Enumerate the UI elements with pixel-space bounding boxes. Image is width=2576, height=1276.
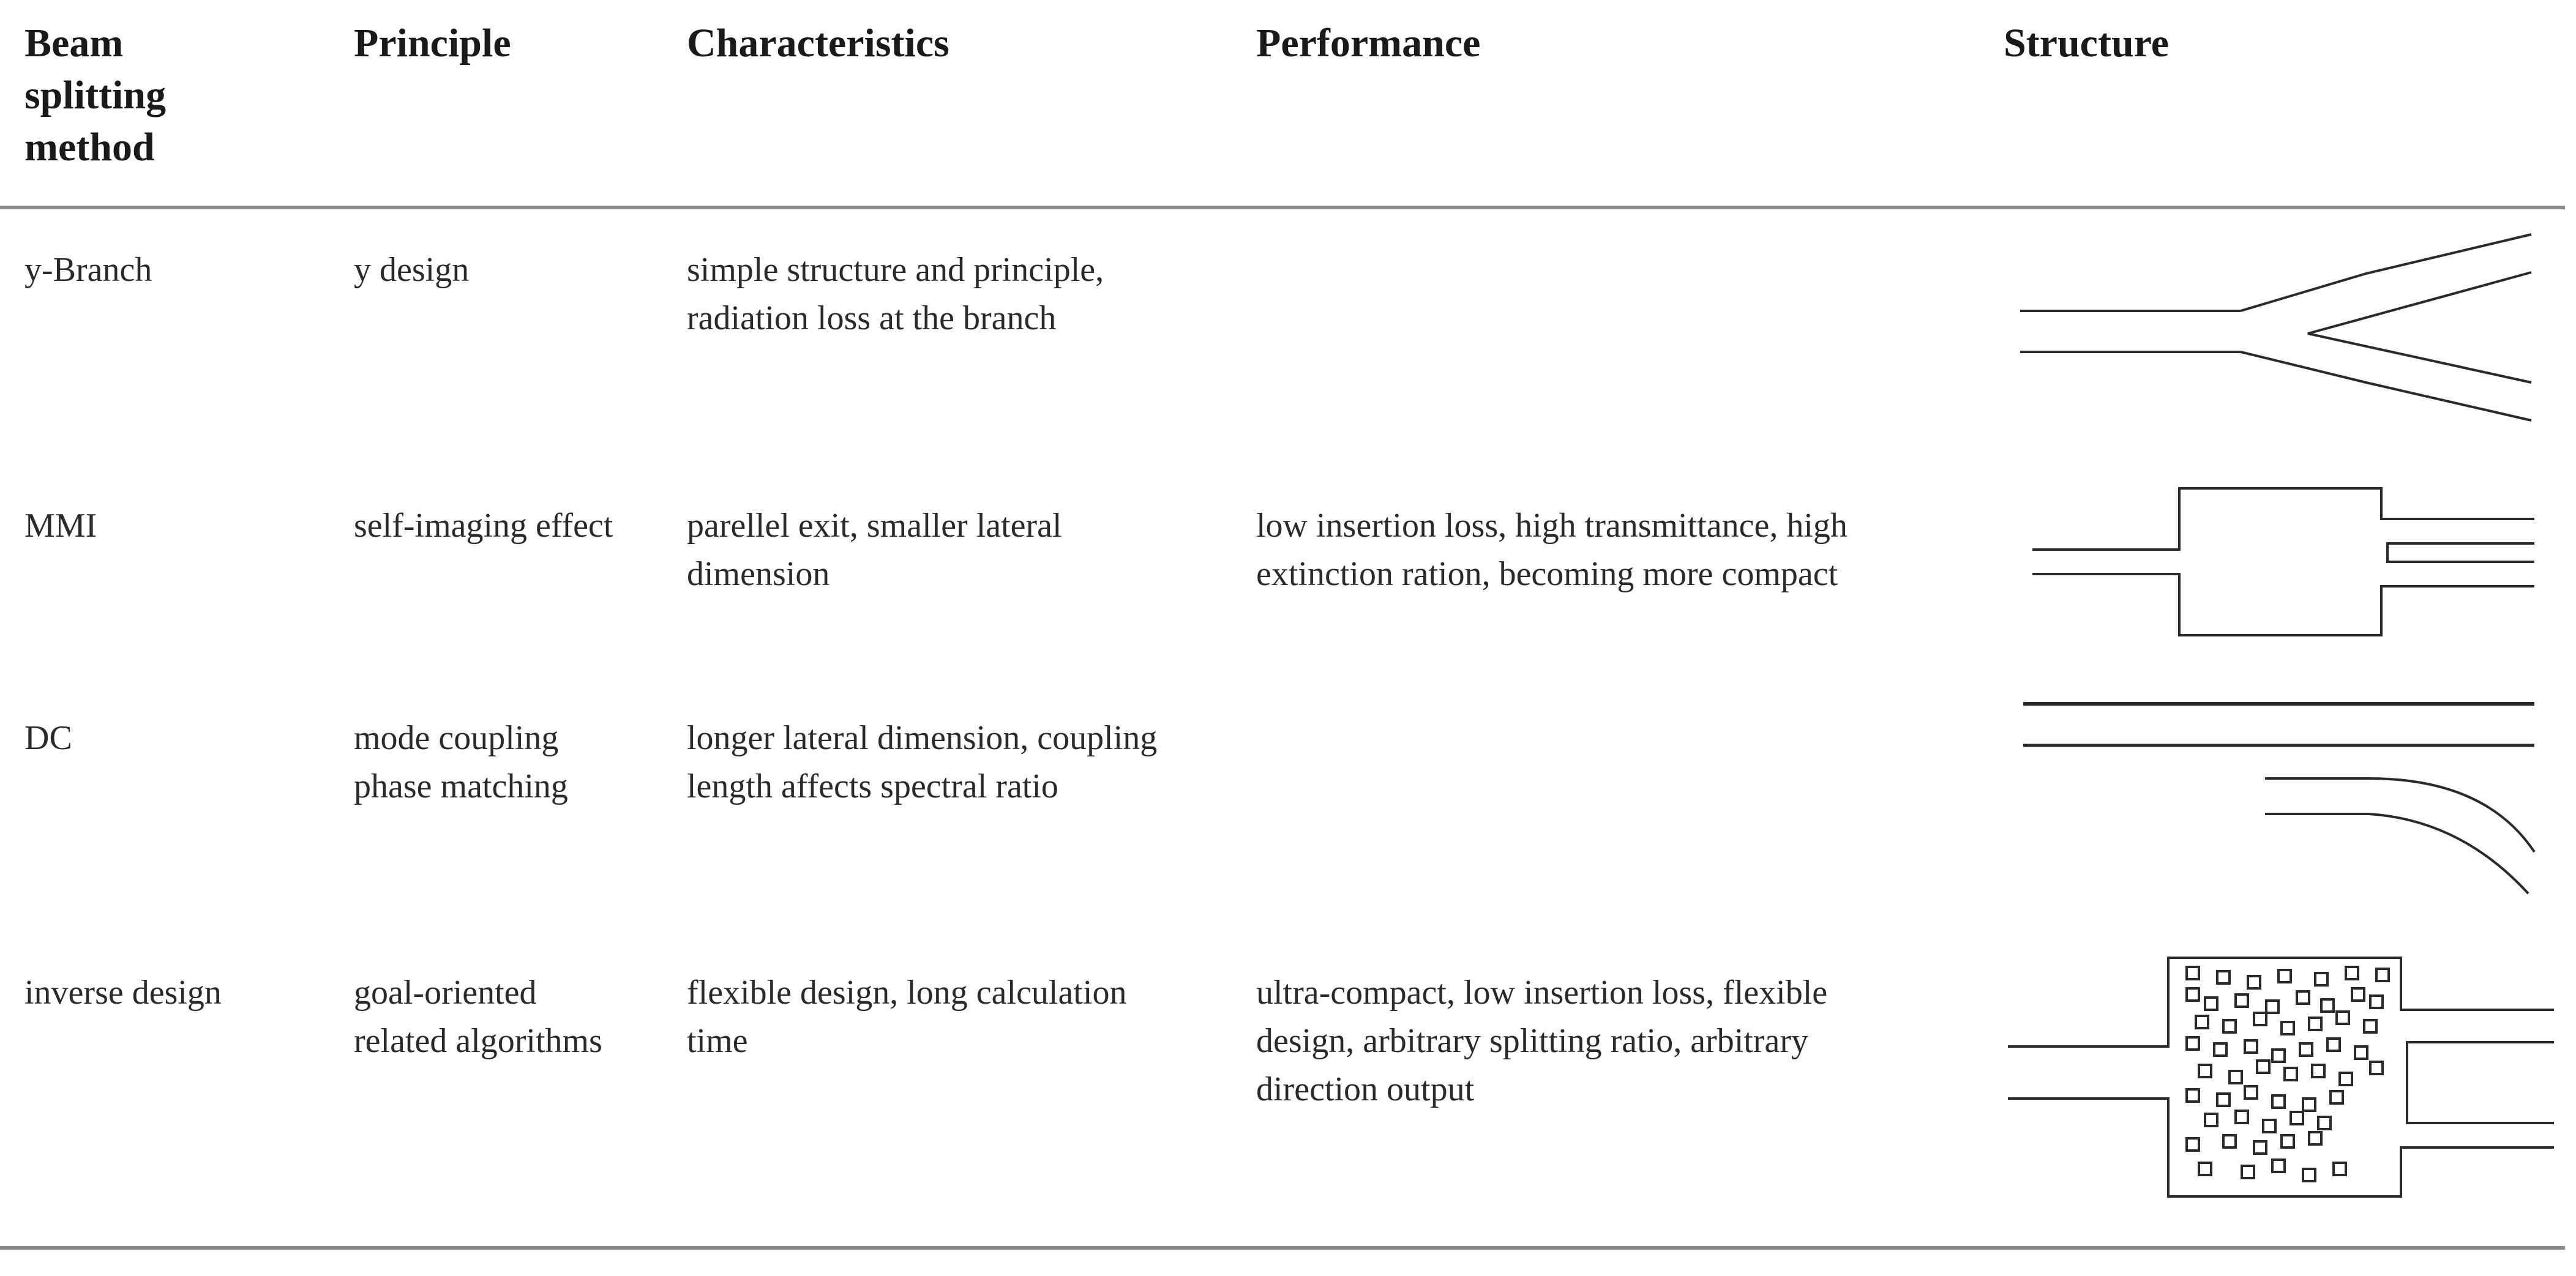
pixel-cell	[2303, 1169, 2315, 1181]
pixel-cell	[2263, 1120, 2275, 1132]
pixel-cell	[2300, 1043, 2312, 1056]
performance-line: ultra-compact, low insertion loss, flexible	[1256, 974, 1828, 1012]
pixel-cell	[2278, 970, 2291, 982]
pixel-cell	[2187, 1138, 2199, 1151]
pixel-cell	[2297, 991, 2309, 1004]
pixel-cell	[2245, 1086, 2257, 1099]
performance-line: low insertion loss, high transmittance, high	[1256, 507, 1848, 545]
pixel-cell	[2236, 994, 2248, 1007]
pixel-cell	[2254, 1141, 2266, 1154]
pixel-cell	[2370, 1062, 2383, 1074]
principle-line: goal-oriented	[354, 974, 537, 1012]
header-characteristics: Characteristics	[687, 21, 949, 65]
header-method	[24, 17, 331, 173]
characteristics-line: dimension	[687, 555, 830, 593]
pixel-cell	[2355, 1047, 2367, 1059]
pixel-cell	[2242, 1166, 2254, 1178]
pixel-cell	[2217, 1094, 2230, 1106]
pixel-cell	[2187, 967, 2199, 979]
principle-line: y design	[354, 251, 470, 289]
pixel-cell	[2187, 1037, 2199, 1050]
pixel-cell	[2205, 1114, 2217, 1126]
row-method: DC	[24, 719, 72, 757]
header-performance: Performance	[1256, 21, 1481, 65]
pixel-cell	[2272, 1160, 2285, 1172]
pixel-cell	[2199, 1065, 2211, 1077]
header-method-line: splitting	[24, 73, 167, 118]
characteristics-line: simple structure and principle,	[687, 251, 1104, 289]
pixel-cell	[2370, 996, 2383, 1008]
pixel-cell	[2257, 1061, 2269, 1073]
pixel-cell	[2223, 1020, 2236, 1032]
characteristics-line: radiation loss at the branch	[687, 299, 1057, 337]
performance-line: design, arbitrary splitting ratio, arbitrary	[1256, 1022, 1808, 1060]
pixel-cell	[2309, 1018, 2321, 1030]
pixel-cell	[2214, 1043, 2226, 1056]
pixel-cell	[2187, 1089, 2199, 1102]
pixel-cell	[2334, 1163, 2346, 1175]
pixel-cell	[2245, 1040, 2257, 1053]
pixel-cell	[2282, 1022, 2294, 1034]
row-characteristics	[687, 502, 1238, 599]
performance-line: direction output	[1256, 1070, 1475, 1108]
pixel-cell	[2236, 1111, 2248, 1123]
characteristics-line: parellel exit, smaller lateral	[687, 507, 1062, 545]
pixel-cell	[2248, 976, 2260, 988]
characteristics-line: longer lateral dimension, coupling	[687, 719, 1158, 757]
mmi-diagram-icon	[2026, 482, 2540, 641]
row-performance	[1256, 502, 1942, 599]
pixel-cell	[2318, 1117, 2331, 1129]
pixel-cell	[2254, 1013, 2266, 1025]
pixel-cell	[2272, 1050, 2285, 1062]
pixel-cell	[2223, 1135, 2236, 1147]
row-principle	[354, 714, 672, 811]
pixel-cell	[2266, 1001, 2278, 1013]
directional-coupler-diagram-icon	[2020, 692, 2547, 900]
row-characteristics	[687, 246, 1238, 343]
row-method: y-Branch	[24, 251, 152, 289]
characteristics-line: length affects spectral ratio	[687, 767, 1058, 805]
row-method: inverse design	[24, 974, 222, 1012]
header-rule	[0, 206, 2565, 209]
pixel-cell	[2217, 971, 2230, 983]
y-branch-diagram-icon	[2014, 229, 2540, 425]
pixel-cell	[2346, 967, 2358, 979]
row-principle	[354, 246, 672, 294]
pixel-cell	[2303, 1099, 2315, 1111]
row-principle	[354, 969, 672, 1065]
row-characteristics	[687, 714, 1238, 811]
principle-line: self-imaging effect	[354, 507, 613, 545]
row-principle	[354, 502, 672, 550]
pixel-cell	[2364, 1020, 2376, 1032]
characteristics-line: flexible design, long calculation	[687, 974, 1127, 1012]
header-principle: Principle	[354, 21, 511, 65]
pixel-cell	[2327, 1039, 2340, 1051]
characteristics-line: time	[687, 1022, 748, 1060]
pixel-cell	[2340, 1073, 2352, 1085]
pixel-cell	[2199, 1163, 2211, 1175]
pixel-cell	[2331, 1091, 2343, 1103]
pixel-cell	[2291, 1112, 2303, 1124]
inverse-design-pixel-pattern	[2187, 967, 2389, 1181]
pixel-cell	[2230, 1071, 2242, 1083]
header-method-line: Beam	[24, 21, 124, 65]
header-method-line: method	[24, 125, 155, 170]
pixel-cell	[2376, 969, 2389, 981]
row-method: MMI	[24, 507, 97, 545]
pixel-cell	[2205, 998, 2217, 1010]
principle-line: related algorithms	[354, 1022, 602, 1060]
inverse-design-diagram-icon	[2003, 952, 2560, 1203]
pixel-cell	[2187, 988, 2199, 1001]
principle-line: phase matching	[354, 767, 568, 805]
pixel-cell	[2352, 988, 2364, 1001]
performance-line: extinction ration, becoming more compact	[1256, 555, 1838, 593]
pixel-cell	[2272, 1095, 2285, 1108]
row-performance	[1256, 969, 1942, 1114]
header-structure: Structure	[2004, 21, 2170, 65]
pixel-cell	[2321, 999, 2334, 1012]
row-characteristics	[687, 969, 1238, 1065]
pixel-cell	[2315, 973, 2327, 985]
pixel-cell	[2285, 1068, 2297, 1080]
pixel-cell	[2337, 1012, 2349, 1024]
pixel-cell	[2196, 1016, 2208, 1028]
pixel-cell	[2312, 1065, 2324, 1077]
pixel-cell	[2309, 1132, 2321, 1144]
bottom-rule	[0, 1246, 2565, 1250]
pixel-cell	[2282, 1135, 2294, 1147]
principle-line: mode coupling	[354, 719, 559, 757]
